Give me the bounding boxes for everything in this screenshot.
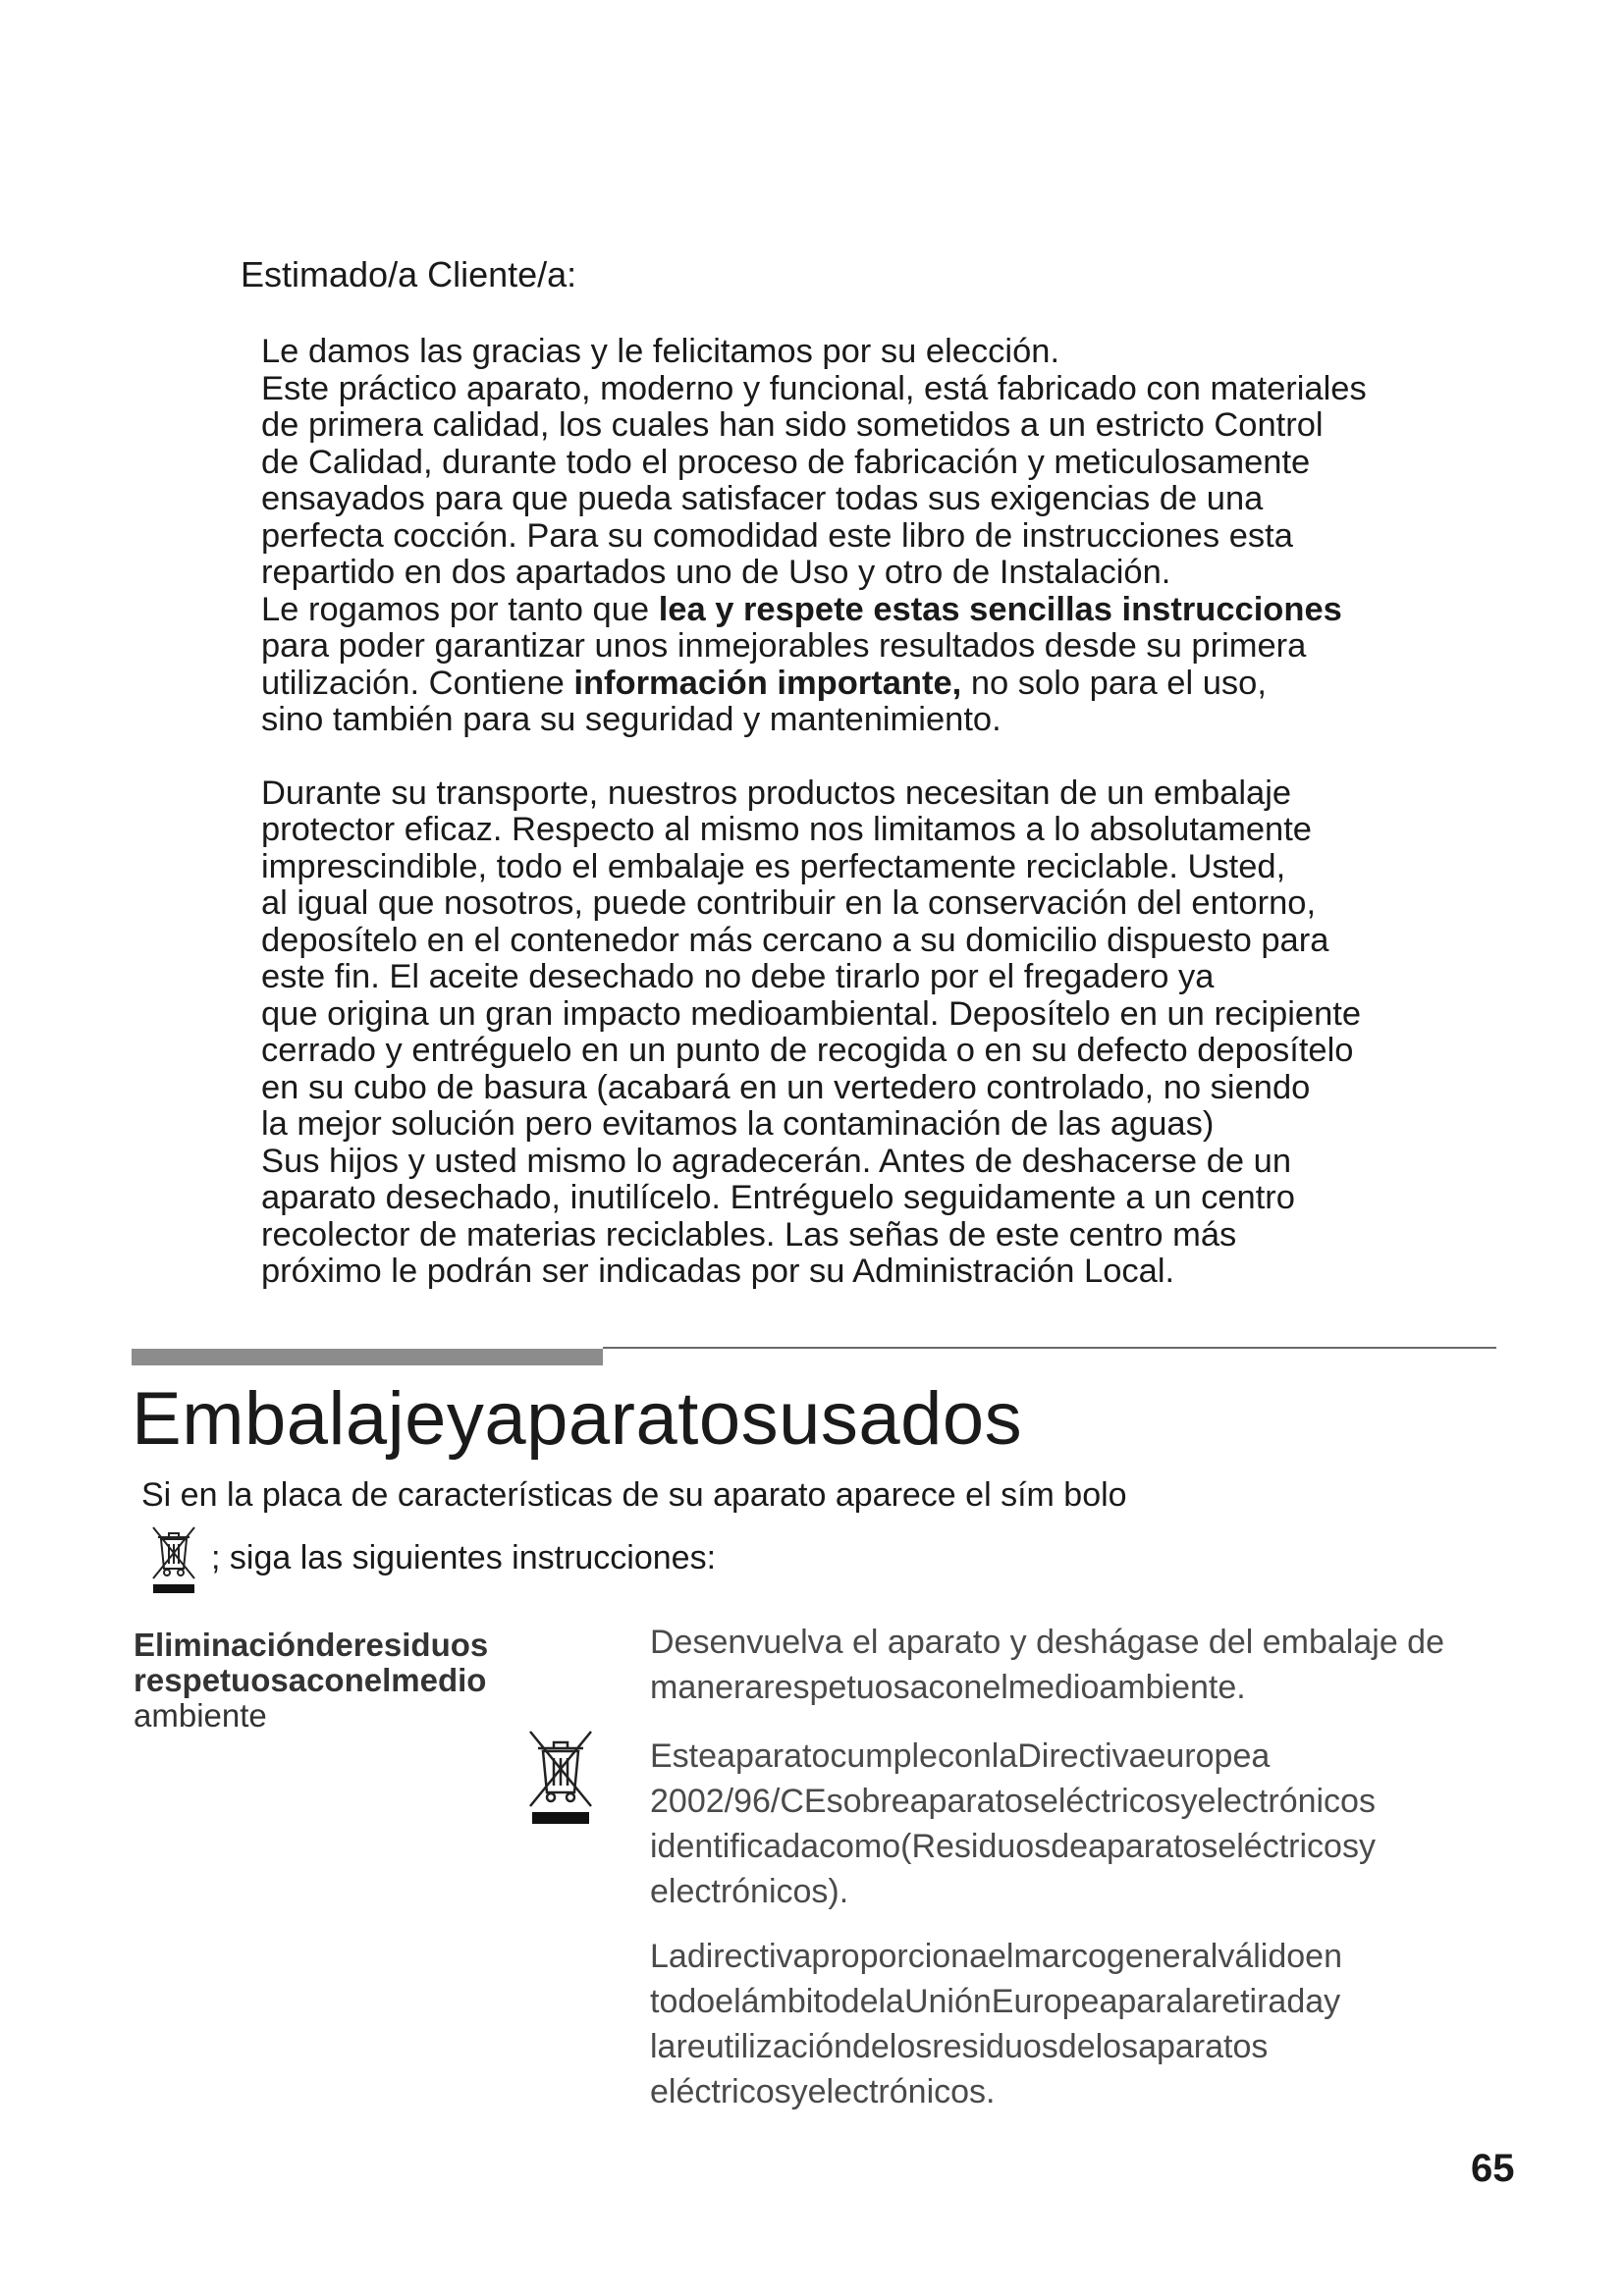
bold-important: información importante, — [573, 664, 962, 702]
text-line: utilización. Contiene — [261, 664, 574, 702]
text-line: electrónicos). — [650, 1873, 849, 1910]
text-line: perfecta cocción. Para su comodidad este libro de instrucciones esta — [261, 516, 1293, 555]
text-line: sino también para su seguridad y mantenimiento. — [261, 701, 1001, 738]
page-number: 65 — [1471, 2147, 1515, 2190]
text-line: cerrado y entréguelo en un punto de recogida o en su defecto deposítelo — [261, 1032, 1354, 1069]
text-line: lareutilizacióndelosresiduosdelosaparatos — [650, 2028, 1269, 2065]
bold-instruction: lea y respete estas sencillas instrucciones — [658, 590, 1342, 628]
text-line: EsteaparatocumpleconlaDirectivaeuropea — [650, 1737, 1271, 1775]
side-heading-line: respetuosaconelmedio — [134, 1662, 487, 1698]
symbol-instructions: ; siga las siguientes instrucciones: — [211, 1539, 717, 1576]
text-line: Ladirectivaproporcionaelmarcogeneralválidoen — [650, 1938, 1342, 1975]
side-heading-last: ambiente — [134, 1697, 267, 1734]
weee-bin-icon-large — [524, 1724, 597, 1826]
intro-text — [261, 334, 1400, 1291]
text-line: para poder garantizar unos inmejorables resultados desde su primera — [261, 627, 1307, 665]
text-line: aparato desechado, inutilícelo. Entréguelo seguidamente a un centro — [261, 1179, 1295, 1216]
weee-bin-icon — [147, 1520, 200, 1594]
text-line: que origina un gran impacto medioambiental. Deposítelo en un recipiente — [261, 994, 1362, 1033]
text-line: Durante su transporte, nuestros productos necesitan de un embalaje — [261, 774, 1292, 812]
text-line: al igual que nosotros, puede contribuir en la conservación del entorno, — [261, 884, 1317, 922]
text-line: protector eficaz. Respecto al mismo nos limitamos a lo absolutamente — [261, 811, 1312, 848]
framework-text — [650, 1934, 1514, 2114]
paragraph-transport — [261, 775, 1400, 1291]
section-divider-thin — [603, 1347, 1496, 1349]
text-line: deposítelo en el contenedor más cercano a su domicilio dispuesto para — [261, 921, 1329, 959]
side-heading-line: Eliminaciónderesiduos — [134, 1627, 489, 1663]
text-line: 2002/96/CEsobreaparatoseléctricosyelectrónicos — [650, 1783, 1376, 1820]
text-line: no solo para el uso, — [961, 664, 1267, 702]
greeting: Estimado/a Cliente/a: — [241, 254, 577, 294]
text-line: de Calidad, durante todo el proceso de fabricación y meticulosamente — [261, 443, 1311, 481]
unwrap-text — [650, 1620, 1514, 1710]
text-line: de primera calidad, los cuales han sido sometidos a un estricto Control — [261, 406, 1324, 444]
text-line: este fin. El aceite desechado no debe tirarlo por el fregadero ya — [261, 958, 1215, 995]
text-line: Sus hijos y usted mismo lo agradecerán. Antes de deshacerse de un — [261, 1142, 1292, 1180]
text-line: manerarespetuosaconelmedioambiente. — [650, 1669, 1246, 1706]
text-line: la mejor solución pero evitamos la contaminación de las aguas) — [261, 1105, 1215, 1143]
text-line: próximo le podrán ser indicadas por su Administración Local. — [261, 1253, 1175, 1290]
text-line: Le rogamos por tanto que — [261, 590, 659, 628]
section-title: Embalajeyaparatosusados — [132, 1377, 1023, 1461]
text-line: recolector de materias reciclables. Las señas de este centro más — [261, 1215, 1237, 1254]
text-line: ensayados para que pueda satisfacer todas sus exigencias de una — [261, 480, 1264, 517]
text-line: todoelámbitodelaUniónEuropeaparalaretiraday — [650, 1983, 1341, 2020]
directive-text — [650, 1734, 1514, 1914]
text-line: identificadacomo(Residuosdeaparatoseléctricosy — [650, 1828, 1376, 1865]
section-divider-thick — [132, 1349, 603, 1365]
side-heading — [134, 1628, 488, 1698]
symbol-intro: Si en la placa de características de su aparato aparece el sím bolo — [141, 1476, 1127, 1514]
text-line: Le damos las gracias y le felicitamos por su elección. — [261, 333, 1060, 370]
text-line: en su cubo de basura (acabará en un vertedero controlado, no siendo — [261, 1068, 1311, 1106]
paragraph-thanks — [261, 334, 1400, 739]
text-line: imprescindible, todo el embalaje es perfectamente reciclable. Usted, — [261, 847, 1286, 885]
text-line: Desenvuelva el aparato y deshágase del embalaje de — [650, 1624, 1444, 1661]
text-line: repartido en dos apartados uno de Uso y otro de Instalación. — [261, 554, 1171, 591]
text-line: Este práctico aparato, moderno y funcional, está fabricado con materiales — [261, 369, 1367, 407]
text-line: eléctricosyelectrónicos. — [650, 2073, 996, 2110]
